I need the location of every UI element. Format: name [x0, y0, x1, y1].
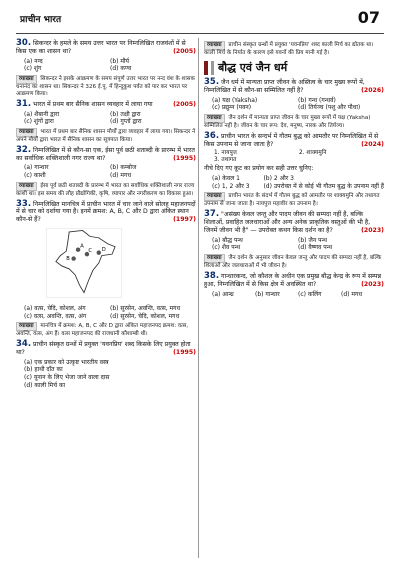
- question-36: [204, 130, 384, 149]
- left-column: [16, 40, 196, 558]
- explanation-tag: व्याख्या: [204, 41, 225, 50]
- question-number: 36.: [204, 130, 220, 141]
- question-38: [204, 270, 384, 289]
- exam-year: (2005): [173, 47, 196, 55]
- option: (b) जैन पन्थ: [298, 236, 327, 244]
- options-35: [212, 97, 384, 112]
- explanation-tag: व्याख्या: [204, 192, 225, 201]
- page-header: [0, 0, 400, 40]
- question-number: 37.: [204, 209, 220, 220]
- option: (d) उपरोक्त में से कोई भी गौतम बुद्ध के उपनाम नहीं हैं: [263, 182, 384, 190]
- option: (c) शुंगों द्वारा: [24, 118, 54, 126]
- question-number: 35.: [204, 77, 220, 87]
- right-column: [204, 40, 384, 558]
- exam-year: (2026): [361, 86, 384, 94]
- option: (a) शैबानी द्वारा: [24, 110, 60, 118]
- india-map: [46, 228, 122, 298]
- option: (b) हाथी दाँत का: [24, 366, 63, 374]
- option: (d) गुप्तों द्वारा: [110, 118, 142, 126]
- options-38: [212, 291, 384, 299]
- question-32: [16, 144, 196, 163]
- option: (c) वत्स, अवन्ति, वत्स, अंग: [24, 312, 87, 320]
- codes-36: [212, 175, 384, 190]
- explanation-tag: व्याख्या: [204, 254, 225, 263]
- explanation-text: जैन दर्शन के अनुसार जीवन केवल जन्तु और पादप की सम्पदा नहीं है, बल्कि शिलाओं और जलधाराओं में भी जीवन है।: [204, 254, 382, 269]
- option: (a) यक्ष (Yaksha): [212, 96, 258, 104]
- question-30: [16, 40, 196, 56]
- exam-year: (2023): [361, 226, 384, 234]
- explanation-tag: व्याख्या: [204, 114, 225, 123]
- question-text: जैन धर्म में मान्यता प्राप्त जीवन के अस्तित्व के चार मुख्य रूपों में, निम्नलिखित में से कौन-सा सम्मिलित नहीं है?: [204, 79, 365, 94]
- option: (c) 1, 2 और 3: [212, 182, 250, 190]
- explanation-text: मानचित्र में क्रमश: A, B, C और D द्वारा अंकित महाजनपद क्रमश: वत्स, अवन्ति, वत्स, अंग हैं। वत्स महाजनपद की राजधानी कौशाम्बी थी।: [16, 323, 189, 338]
- exam-year: (2024): [361, 140, 384, 148]
- exam-year: (1995): [173, 348, 196, 356]
- explanation-32: [16, 182, 196, 198]
- question-text: प्राचीन भारत के सन्दर्भ में गौतम बुद्ध को आमतौर पर निम्नलिखित में से किस उपनाम से जाना जाता है?: [204, 132, 379, 148]
- option: (b) कम्बोज: [110, 164, 137, 172]
- map-marker-d: [97, 250, 101, 254]
- option: (c) शैव पन्थ: [212, 244, 241, 252]
- map-marker-b: [71, 256, 75, 260]
- options-30: [24, 58, 196, 73]
- question-text: "असंख्य केवल जन्तु और पादप जीवन की सम्पदा नहीं है, बल्कि शिलाओं, प्रवाहित जलधाराओं और अन्य अनेक प्राकृतिक वस्तुओं की भी है, जिनमें जीवन भी है" — उपरोक्त कथन किस दर्शन का है?: [204, 211, 371, 234]
- section-bar-secondary: [211, 61, 214, 75]
- section-heading: [204, 60, 384, 75]
- question-37: [204, 211, 384, 234]
- explanation-31: [16, 128, 196, 144]
- question-number: 31.: [16, 98, 32, 109]
- options-31: [24, 111, 196, 126]
- column-divider: [198, 38, 199, 558]
- question-text: सिकन्दर के हमले के समय उत्तर भारत पर निम्नलिखित राजवंशों में से किस एक का शासन था?: [16, 40, 186, 55]
- exam-year: (2005): [173, 100, 196, 108]
- option: (a) केवल 1: [212, 175, 241, 183]
- question-text: प्राचीन संस्कृत ग्रन्थों में प्रयुक्त 'यवनप्रिय' शब्द किसके लिए प्रयुक्त होता था?: [16, 341, 191, 356]
- option: (a) वत्स, चेदि, कोशल, अंग: [24, 304, 86, 312]
- option: (b) सुरसेन, अवन्ति, वत्स, मगध: [110, 304, 181, 312]
- option: (a) बौद्ध पन्थ: [212, 236, 243, 244]
- option: (c) प्रद्युम्न (पवन): [212, 104, 252, 112]
- explanation-36: [204, 192, 384, 208]
- explanation-text: भारत में प्रथम बार सैनिक शासन मौर्यों द्वारा व्यवहार में लाया गया। सिकन्दर ने अपने मौर्यों द्वारा भारत में सैनिक शासन का सूत्रपात किया।: [16, 128, 196, 143]
- question-text: निम्नलिखित में से कौन-सा एक, ईसा पूर्व छठी शताब्दी के प्रारम्भ में भारत का सर्वाधिक शक्तिशाली नगर राज्य था?: [16, 146, 195, 162]
- option: (d) तिर्यञ्च (पशु और पौधा): [298, 104, 361, 112]
- option: (c) यूनान के लिए भेजा जाने वाला दास: [24, 373, 110, 381]
- map-label-d: D: [101, 247, 106, 254]
- options-33: [24, 305, 196, 320]
- explanation-text: प्राचीन भारत के संदर्भ में गौतम बुद्ध को आमतौर पर शाक्यमुनि और तथागत उपनाम से जाना जाता है। नायपुत्त महावीर का उपनाम है।: [204, 193, 380, 208]
- option: (a) एक प्रकार को उत्कृष्ट भारतीय वस्त्र: [24, 358, 109, 366]
- explanation-33: [16, 322, 196, 338]
- explanation-37: [204, 254, 384, 270]
- option: (b) गन्ध (गन्धर्व): [298, 96, 336, 104]
- map-label-b: B: [66, 255, 70, 262]
- section-bar: [204, 61, 208, 75]
- explanation-34: [204, 41, 384, 57]
- explanation-30: [16, 75, 196, 98]
- explanation-text: ईसा पूर्व छठी शताब्दी के प्रारम्भ में भारत का सर्वाधिक शक्तिशाली नगर राज्य काशी था। इस समय की लौह प्रौद्योगिकी, कृषि, व्यापार और नगरीकरण का विकास हुआ।: [16, 182, 195, 197]
- question-number: 32.: [16, 144, 32, 155]
- option: (d) मगध: [110, 171, 132, 179]
- question-34: [16, 341, 196, 357]
- map-label-a: A: [80, 243, 84, 250]
- option: (a) आन्ध्र: [212, 290, 234, 298]
- section-title: बौद्ध एवं जैन धर्म: [218, 61, 288, 74]
- question-text: गान्धारकन्द, जो कौशल के अधीन एक प्रमुख बौद्ध केन्द्र के रूप में सम्पन्न हुआ, निम्नलिखित में से किस क्षेत्र में अवस्थित था?: [204, 272, 382, 288]
- option: (c) काशी: [24, 171, 46, 179]
- option: (d) मगध: [341, 290, 363, 298]
- explanation-35: [204, 114, 384, 130]
- statement: 2. शाक्यमुनि: [299, 150, 327, 157]
- map-label-c: C: [88, 247, 93, 254]
- option: (a) नन्द: [24, 57, 43, 65]
- question-35: [204, 79, 384, 95]
- option: (d) वैष्णव पन्थ: [298, 244, 333, 252]
- option: (b) मौर्य: [110, 57, 130, 65]
- option: (c) शुंग: [24, 65, 42, 73]
- instruction-36: नीचे दिए गए कूट का प्रयोग कर सही उत्तर चुनिए:: [204, 165, 314, 173]
- option: (b) 2 और 3: [263, 175, 294, 183]
- page-number: 07: [357, 8, 380, 27]
- option: (b) तक्षी द्वारा: [110, 110, 141, 118]
- explanation-text: सिकन्दर ने इसके आक्रमण के समय संपूर्ण उत्तर भारत पर नन्द वंश के शासक धनानंद का शासन था। सिकन्दर ने 326 ई.पू. में हिन्दुकुश पर्वत को पार कर भारत पर आक्रमण किया।: [16, 75, 195, 97]
- statement: 3. तथागत: [214, 157, 237, 164]
- question-text: निम्नलिखित मानचित्र में प्राचीन भारत में चार जाने वाले सोलह महाजनपदों में से चार को दर्शाया गया है। इनमें क्रमश: A, B, C और D द्वारा अंकित स्थान कौन-से हैं?: [16, 200, 196, 224]
- question-number: 30.: [16, 38, 32, 48]
- explanation-tag: व्याख्या: [16, 322, 37, 331]
- option: (b) गान्धार: [255, 290, 280, 298]
- question-number: 33.: [16, 198, 32, 209]
- explanation-text: प्राचीन संस्कृत ग्रन्थों में प्रयुक्त 'यवनप्रिय' शब्द काली मिर्च का द्योतक था। काली मिर्च के निर्यात के कारण इसे यवनों की प्रिय मानी गई है।: [204, 42, 374, 56]
- explanation-tag: व्याख्या: [16, 182, 37, 191]
- map-outline: [56, 230, 115, 292]
- chapter-title: प्राचीन भारत: [20, 15, 62, 25]
- question-31: [16, 98, 196, 109]
- options-37: [212, 237, 384, 252]
- option: (a) गान्धार: [24, 164, 49, 172]
- question-number: 38.: [204, 270, 220, 281]
- explanation-text: जैन दर्शन में मान्यता प्राप्त जीवन के चार मुख्य रूपों में यक्ष (Yaksha) सम्मिलित नहीं है। जीवन के चार रूप: देव, मनुष्य, नारक और तिर्यञ्च।: [204, 114, 371, 129]
- option: (d) सुरसेन, चेदि, कोशल, मगध: [110, 312, 180, 320]
- option: (c) कलिंग: [298, 290, 322, 298]
- exam-year: (2023): [361, 280, 384, 288]
- options-34: [24, 359, 196, 389]
- explanation-tag: व्याख्या: [16, 75, 37, 84]
- option: (d) कण्व: [110, 65, 132, 73]
- question-33: [16, 198, 196, 224]
- options-32: [24, 164, 196, 179]
- exam-year: (1995): [173, 154, 196, 162]
- statement: 1. नायपुत्त: [214, 150, 237, 157]
- option: (d) काली मिर्च का: [24, 381, 66, 389]
- explanation-tag: व्याख्या: [16, 128, 37, 137]
- header-rule: [16, 33, 384, 34]
- statements-36: [214, 150, 384, 164]
- question-text: भारत में प्रथम बार सैनिक शासन व्यवहार में लाया गया: [33, 100, 153, 108]
- question-number: 34.: [16, 339, 32, 350]
- exam-year: (1997): [173, 216, 196, 224]
